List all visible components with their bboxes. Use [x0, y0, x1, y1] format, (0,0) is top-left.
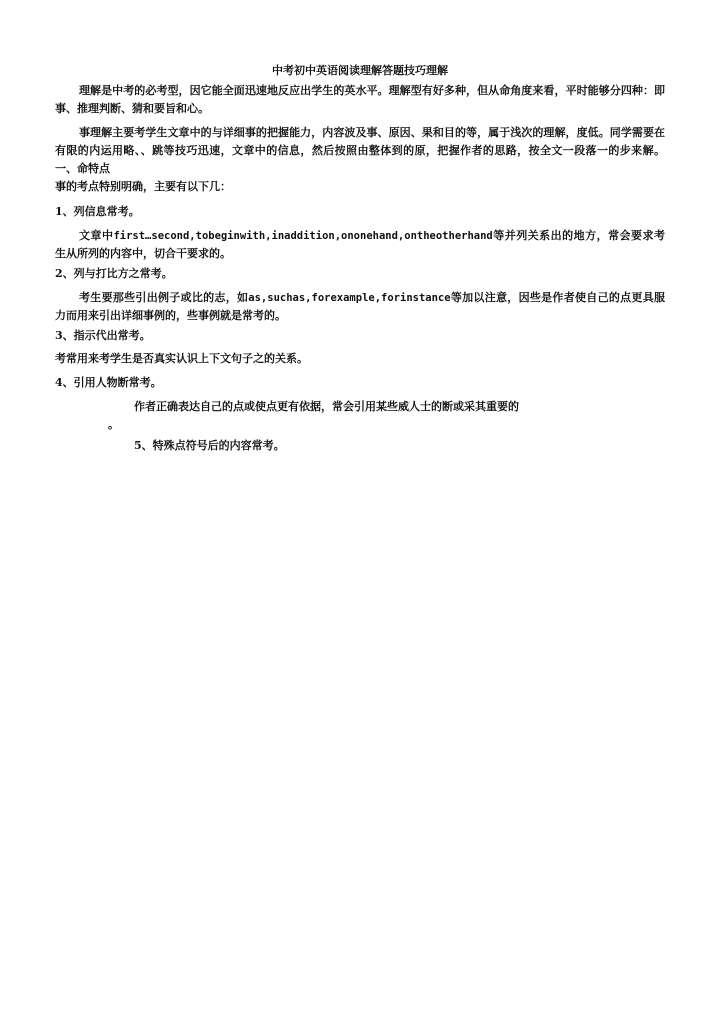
paragraph-intro: 理解是中考的必考型，因它能全面迅速地反应出学生的英水平。理解型有好多种，但从命角度来看，平时能够分四种：即事、推理判断、猜和要旨和心。 — [55, 84, 665, 115]
paragraph-point-4-end-mark: 。 — [108, 418, 119, 431]
paragraph-point-3: 考常用来考学生是否真实认识上下文句子之的关系。 — [55, 352, 308, 365]
paragraph-point-2 — [55, 289, 665, 325]
paragraph-point-2-prefix: 考生要那些引出例子或比的志，如 — [79, 291, 249, 304]
paragraph-point-1-suffix: 等并列关系出的地方，常会要求考生从所列的内容中，切合干要求的。 — [55, 229, 666, 260]
paragraph-point-1-prefix: 文章中 — [79, 229, 114, 242]
heading-point-2: 2、列与打比方之常考。 — [55, 267, 173, 280]
paragraph-point-2-terms: as,suchas,forexample,forinstance — [248, 292, 451, 304]
heading-point-3: 3、指示代出常考。 — [55, 329, 151, 342]
heading-point-4: 4、引用人物断常考。 — [55, 376, 162, 389]
paragraph-point-1 — [55, 227, 665, 263]
paragraph-exam-points: 事的考点特别明确，主要有以下几： — [55, 180, 231, 193]
paragraph-point-4: 作者正确表达自己的点或使点更有依据，常会引用某些威人士的断或采其重要的 — [134, 400, 519, 413]
paragraph-point-1-terms: first…second,tobeginwith,inaddition,ononehand,ontheotherhand — [113, 230, 493, 242]
heading-point-1: 1、列信息常考。 — [55, 205, 140, 218]
document-title: 中考初中英语阅读理解答题技巧理解 — [272, 64, 448, 77]
paragraph-point-2-suffix: 等加以注意，因些是作者使自己的点更具服力而用来引出详细事例的，些事例就是常考的。 — [55, 291, 665, 322]
heading-point-5: 5、特殊点符号后的内容常考。 — [134, 439, 285, 452]
paragraph-detail-understanding: 事理解主要考学生文章中的与详细事的把握能力，内容波及事、原因、果和目的等，属于浅次的理解，度低。同学需要在有限的内运用略、、跳等技巧迅速，文章中的信息，然后按照由整体到的原，把握作者的思路，按全文一段落一的步来解。一、命特点 — [55, 126, 665, 175]
